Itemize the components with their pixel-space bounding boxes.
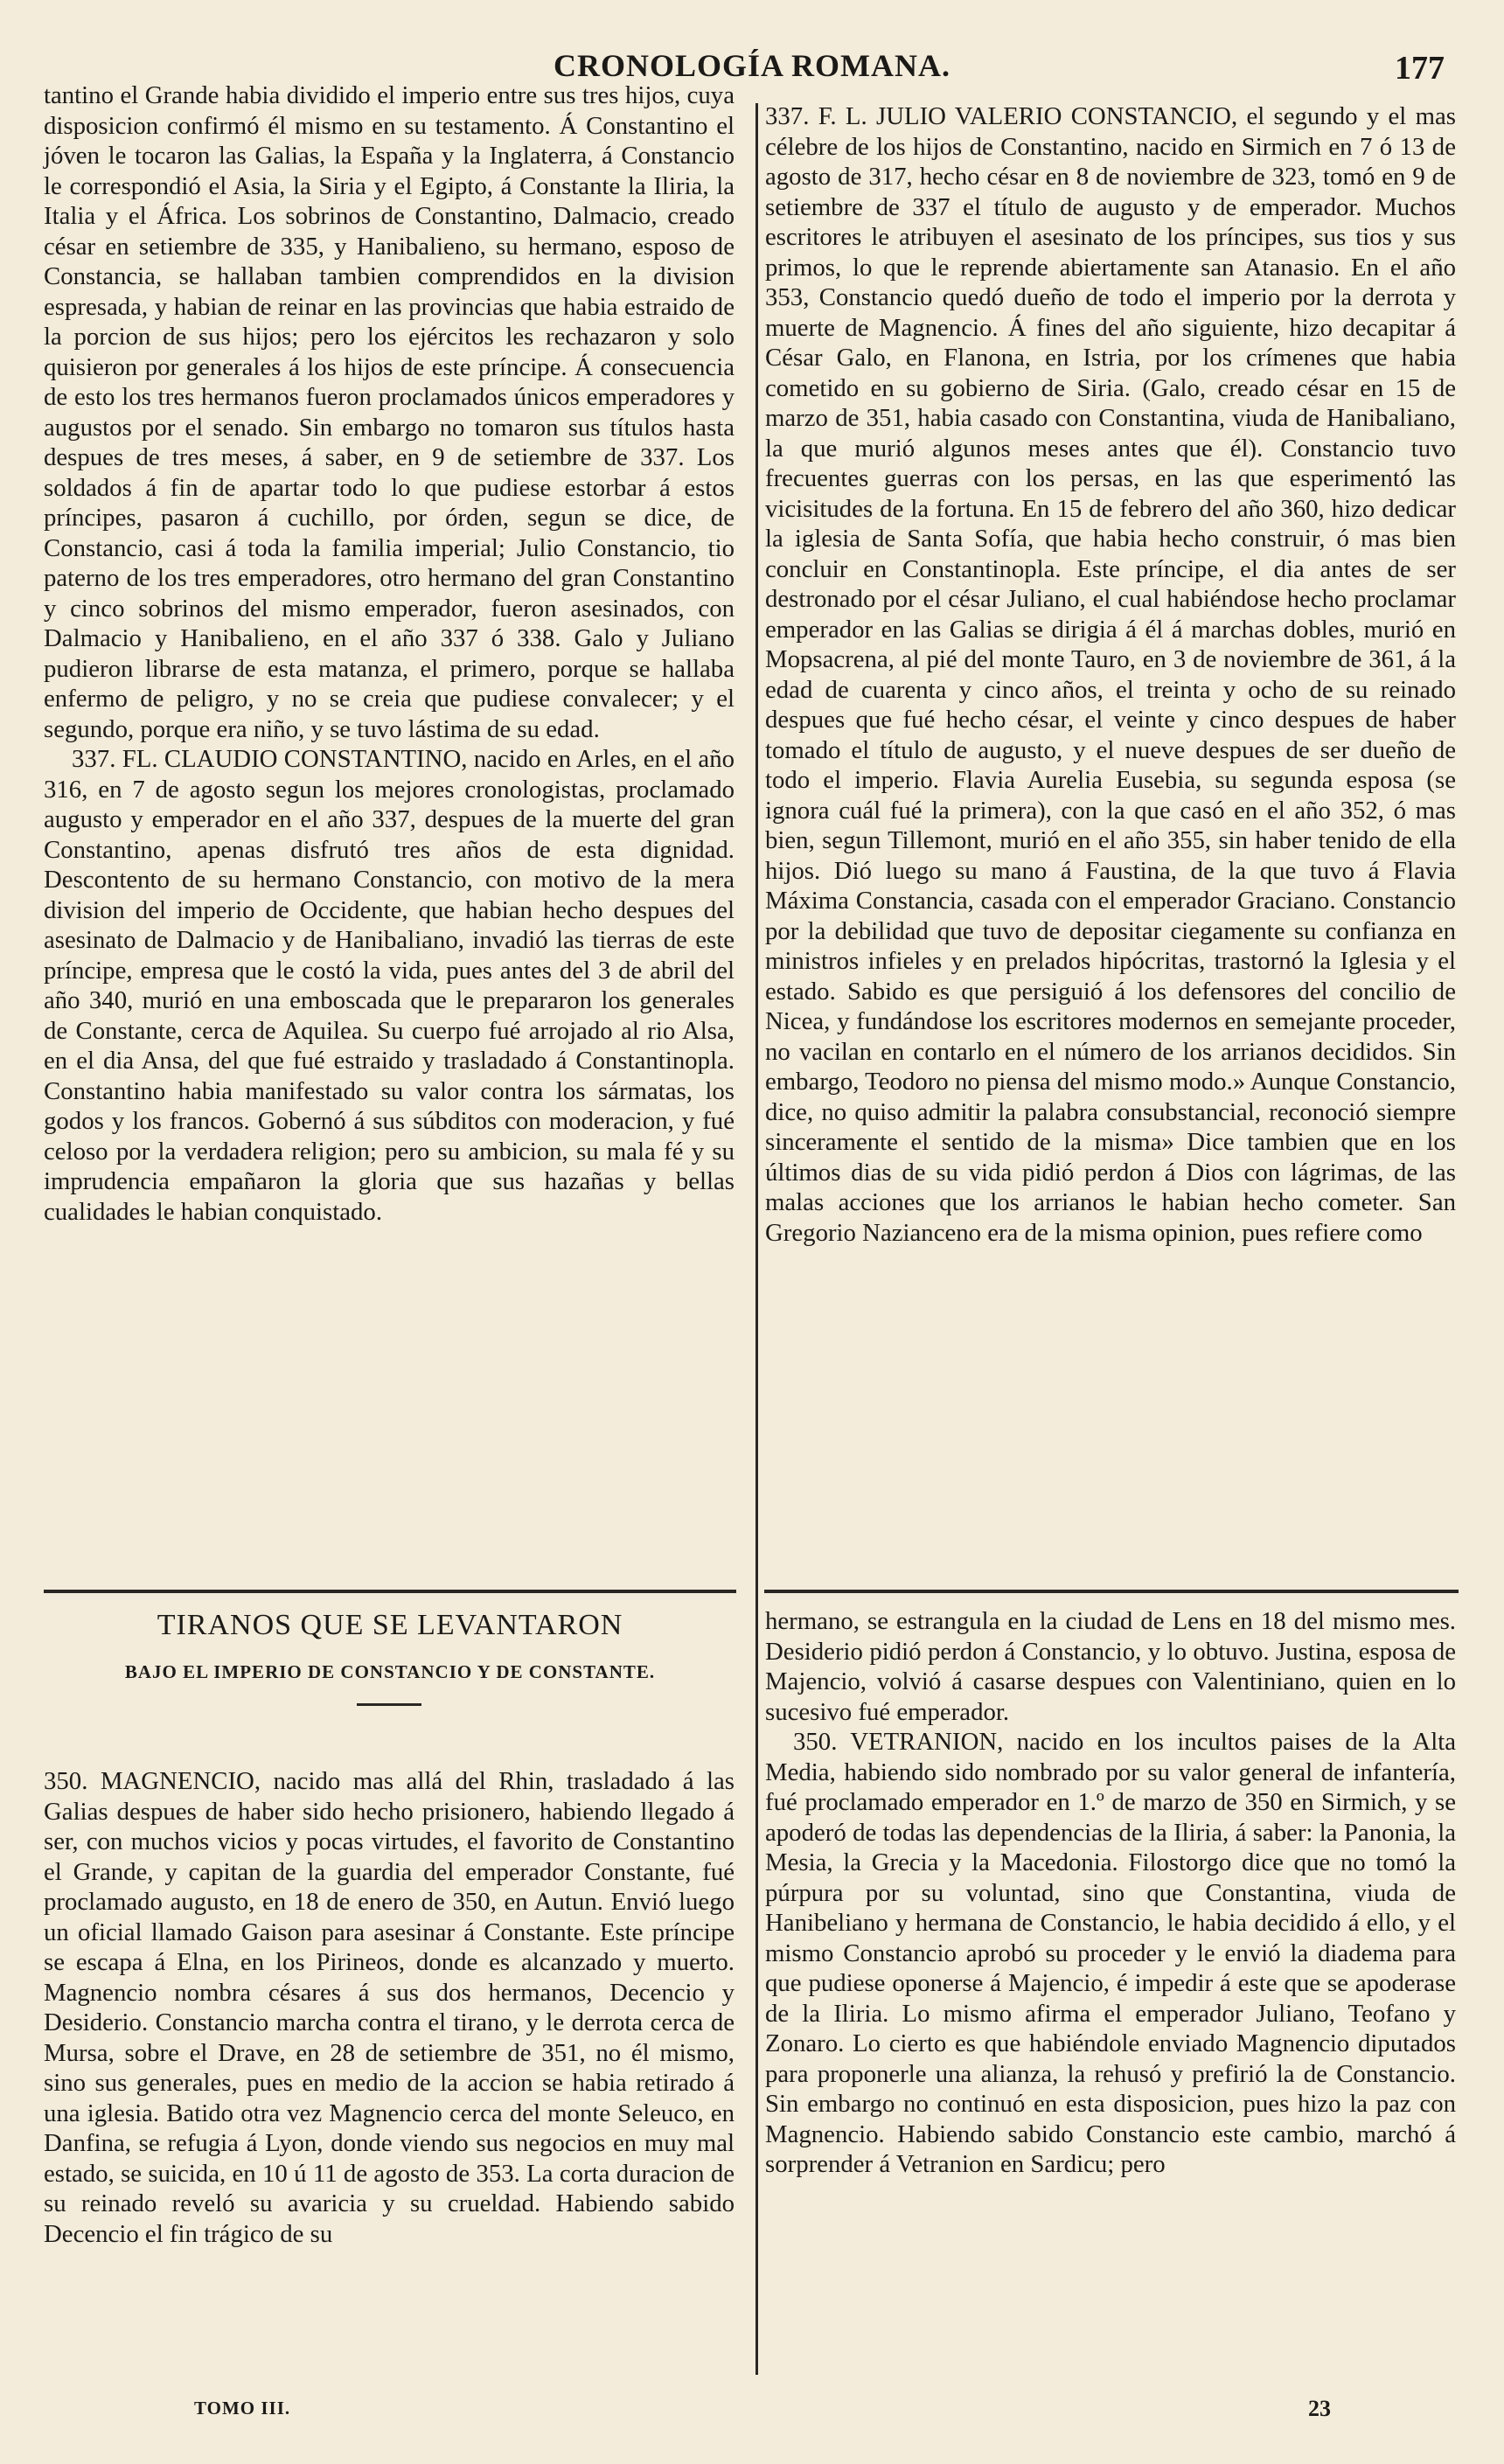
section-short-rule bbox=[357, 1703, 421, 1706]
paragraph: 350. VETRANION, nacido en los incultos paises de la Alta Media, habiendo sido nombrado por su valor general de infantería, fué proclamado emperador en 1.º de marzo de 350 en Sirmich, y se apoderó de todas las dependencias de la Iliria, á saber: la Panonia, la Mesia, la Grecia y la Macedonia. Filostorgo dice que no tomó la púrpura por su voluntad, sino que Constantina, viuda de Hanibeliano y hermana de Constancio, le habia decidido á ello, y el mismo Constancio aprobó su proceder y le envió la diadema para que pudiese oponerse á Majencio, é impedir á este que se apoderase de la Iliria. Lo mismo afirma el emperador Juliano, Teofano y Zonaro. Lo cierto es que habiéndole enviado Magnencio diputados para proponerle una alianza, la rehusó y prefirió la de Constancio. Sin embargo no continuó en esta disposicion, pues hizo la paz con Magnencio. Habiendo sabido Constancio este cambio, marchó á sorprender á Vetranion en Sardicu; pero bbox=[765, 1728, 1456, 2178]
right-column-bottom bbox=[765, 1606, 1456, 2180]
page-number: 177 bbox=[1395, 50, 1445, 87]
right-column-top bbox=[765, 101, 1456, 1248]
section-rule-right bbox=[764, 1590, 1459, 1593]
signature-mark: 23 bbox=[1308, 2396, 1331, 2421]
column-divider bbox=[755, 103, 758, 2375]
paragraph: tantino el Grande habia dividido el imperio entre sus tres hijos, cuya disposicion confirmó él mismo en su testamento. Á Constantino el jóven le tocaron las Galias, la España y la Inglaterra, á Constancio le correspondió el Asia, la Siria y el Egipto, á Constante la Iliria, la Italia y el África. Los sobrinos de Constantino, Dalmacio, creado césar en setiembre de 335, y Hanibalieno, su hermano, esposo de Constancia, se hallaban tambien comprendidos en la division espresada, y habian de reinar en las provincias que habia estraido de la porcion de sus hijos; pero los ejércitos les rechazaron y solo quisieron por generales á los hijos de este príncipe. Á consecuencia de esto los tres hermanos fueron proclamados únicos emperadores y augustos por el senado. Sin embargo no tomaron sus títulos hasta despues de tres meses, á saber, en 9 de setiembre de 337. Los soldados á fin de apartar todo lo que pudiese estorbar á estos príncipes, pasaron á cuchillo, por órden, segun se dice, de Constancio, casi á toda la familia imperial; Julio Constancio, tio paterno de los tres emperadores, otro hermano del gran Constantino y cinco sobrinos del mismo emperador, fueron asesinados, con Dalmacio y Hanibalieno, en el año 337 ó 338. Galo y Juliano pudieron librarse de esta matanza, el primero, porque se hallaba enfermo de peligro, y no se creia que pudiese convalecer; y el segundo, porque era niño, y se tuvo lástima de su edad. bbox=[44, 81, 735, 743]
section-rule-left bbox=[44, 1590, 736, 1593]
left-column-bottom bbox=[44, 1766, 735, 2249]
running-head-title: CRONOLOGÍA ROMANA. bbox=[553, 48, 950, 83]
section-title: TIRANOS QUE SE LEVANTARON bbox=[157, 1609, 623, 1641]
volume-label: TOMO III. bbox=[194, 2398, 291, 2419]
paragraph: 350. MAGNENCIO, nacido mas allá del Rhin, trasladado á las Galias despues de haber sido hecho prisionero, habiendo llegado á ser, con muchos vicios y pocas virtudes, el favorito de Constantino el Grande, y capitan de la guardia del emperador Constante, fué proclamado augusto, en 18 de enero de 350, en Autun. Envió luego un oficial llamado Gaison para asesinar á Constante. Este príncipe se escapa á Elna, en los Pirineos, donde es alcanzado y muerto. Magnencio nombra césares á sus dos hermanos, Decencio y Desiderio. Constancio marcha contra el tirano, y le derrota cerca de Mursa, sobre el Drave, en 28 de setiembre de 351, no él mismo, sino sus generales, pues en medio de la accion se habia retirado á una iglesia. Batido otra vez Magnencio cerca del monte Seleuco, en Danfina, se refugia á Lyon, donde viendo sus negocios en muy mal estado, se suicida, en 10 ú 11 de agosto de 353. La corta duracion de su reinado reveló su avaricia y su crueldad. Habiendo sabido Decencio el fin trágico de su bbox=[44, 1767, 735, 2248]
paragraph: 337. FL. CLAUDIO CONSTANTINO, nacido en Arles, en el año 316, en 7 de agosto segun los mejores cronologistas, proclamado augusto y emperador en el año 337, despues de la muerte del gran Constantino, apenas disfrutó tres años de esta dignidad. Descontento de su hermano Constancio, con motivo de la mera division del imperio de Occidente, que habian hecho despues del asesinato de Dalmacio y de Hanibaliano, invadió las tierras de este príncipe, empresa que le costó la vida, pues antes del 3 de abril del año 340, murió en una emboscada que le prepararon los generales de Constante, cerca de Aquilea. Su cuerpo fué arrojado al rio Alsa, en el dia Ansa, del que fué estraido y trasladado á Constantinopla. Constantino habia manifestado su valor contra los sármatas, los godos y los francos. Gobernó á sus súbditos con moderacion, y fué celoso por la verdadera religion; pero su ambicion, su mala fé y su imprudencia empañaron la gloria que sus hazañas y bellas cualidades le habian conquistado. bbox=[44, 745, 735, 1226]
left-column-top bbox=[44, 80, 735, 1227]
section-subtitle: BAJO EL IMPERIO DE CONSTANCIO Y DE CONSTANTE. bbox=[124, 1661, 656, 1682]
paragraph: 337. F. L. JULIO VALERIO CONSTANCIO, el segundo y el mas célebre de los hijos de Constantino, nacido en Sirmich en 7 ó 13 de agosto de 317, hecho césar en 8 de noviembre de 323, tomó en 9 de setiembre de 337 el título de augusto y de emperador. Muchos escritores le atribuyen el asesinato de los príncipes, sus tios y sus primos, lo que le reprende abiertamente san Atanasio. En el año 353, Constancio quedó dueño de todo el imperio por la derrota y muerte de Magnencio. Á fines del año siguiente, hizo decapitar á César Galo, en Flanona, en Istria, por los crímenes que habia cometido en su gobierno de Siria. (Galo, creado césar en 15 de marzo de 351, habia casado con Constantina, viuda de Hanibaliano, la que murió algunos meses antes que él). Constancio tuvo frecuentes guerras con los persas, en las que esperimentó las vicisitudes de la fortuna. En 15 de febrero del año 360, hizo dedicar la iglesia de Santa Sofía, que habia hecho construir, ó mas bien concluir en Constantinopla. Este príncipe, el dia antes de ser destronado por el césar Juliano, el cual habiéndose hecho proclamar emperador en las Galias se dirigia á él á marchas dobles, murió en Mopsacrena, al pié del monte Tauro, en 3 de noviembre de 361, á la edad de cuarenta y cinco años, el treinta y ocho de su reinado despues que fué hecho césar, el veinte y cinco despues de haber tomado el título de augusto, y el nueve despues de ser dueño de todo el imperio. Flavia Aurelia Eusebia, su segunda esposa (se ignora cuál fué la primera), con la que casó en el año 352, ó mas bien, segun Tillemont, murió en el año 355, sin haber tenido de ella hijos. Dió luego su mano á Faustina, de la que tuvo á Flavia Máxima Constancia, casada con el emperador Graciano. Constancio por la debilidad que tuvo de depositar ciegamente su confianza en ministros infieles y en prelados hipócritas, trastornó la Iglesia y el estado. Sabido es que persiguió á los defensores del concilio de Nicea, y fundándose los escritores modernos en semejante proceder, no vacilan en contarlo en el número de los arrianos decididos. Sin embargo, Teodoro no piensa del mismo modo.» Aunque Constancio, dice, no quiso admitir la palabra consubstancial, reconoció siempre sinceramente el sentido de la misma» Dice tambien que en los últimos dias de su vida pidió perdon á Dios con lágrimas, de las malas acciones que los arrianos le habian hecho cometer. San Gregorio Nazianceno era de la misma opinion, pues refiere como bbox=[765, 102, 1456, 1247]
paragraph: hermano, se estrangula en la ciudad de Lens en 18 del mismo mes. Desiderio pidió perdon á Constancio, y lo obtuvo. Justina, esposa de Majencio, volvió á casarse despues con Valentiniano, quien en lo sucesivo fué emperador. bbox=[765, 1607, 1456, 1726]
